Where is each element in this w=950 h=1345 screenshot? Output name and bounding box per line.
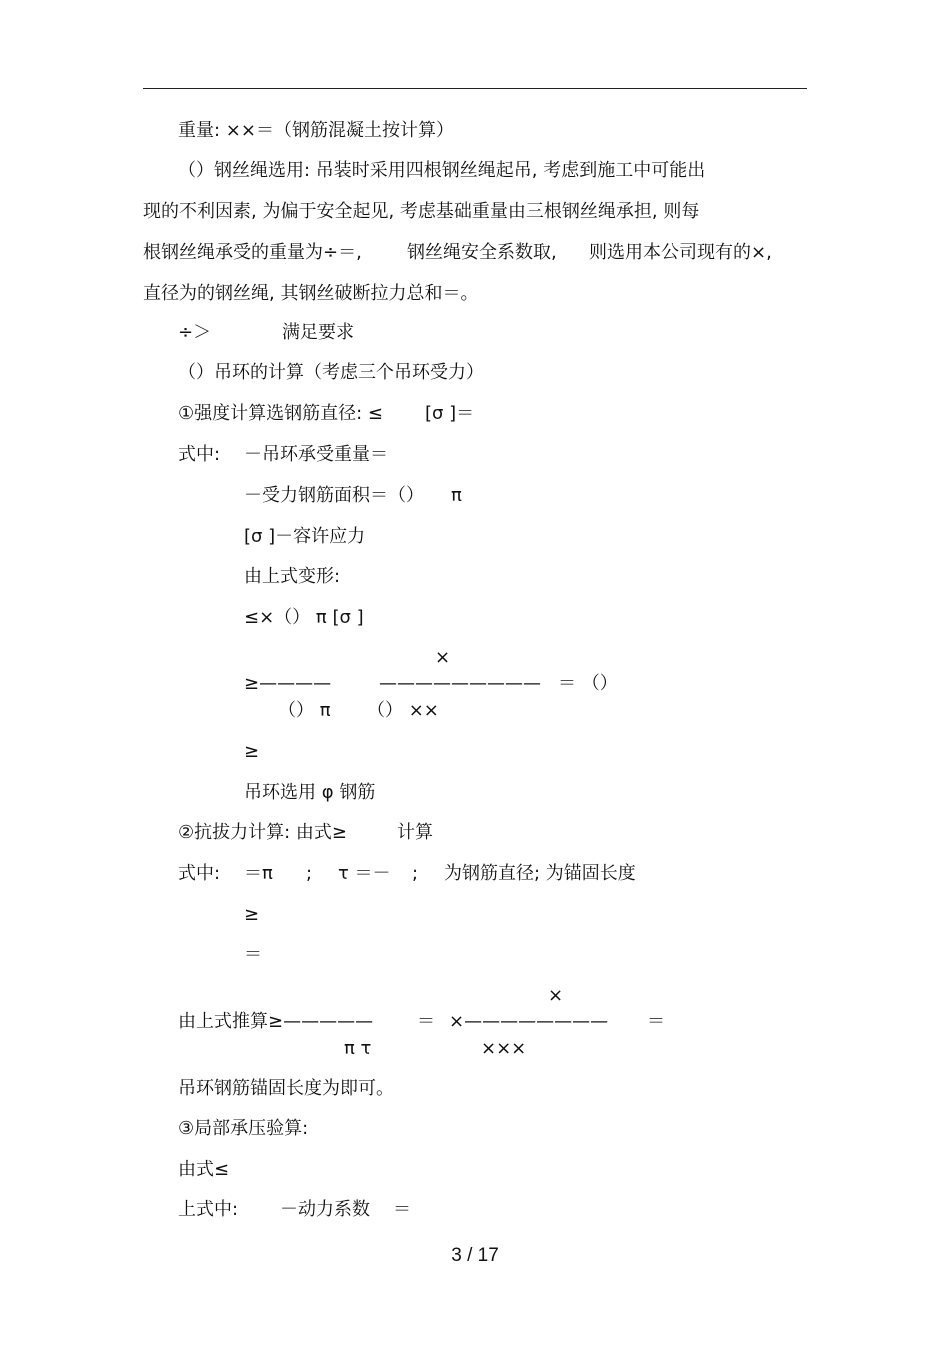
text-line: 为钢筋直径; 为锚固长度 [444,863,636,884]
text-line: ≤×（） π [σ ] [244,607,364,628]
text-line: －受力钢筋面积＝（） [244,485,424,506]
formula-line: ＝ [417,1011,435,1032]
text-line: τ ＝－ [338,863,391,884]
formula-line: ×———————— [449,1011,609,1032]
text-line: ; [306,863,313,884]
text-line: 直径为的钢丝绳, 其钢丝破断拉力总和＝。 [143,283,479,304]
text-line: （）钢丝绳选用: 吊装时采用四根钢丝绳起吊, 考虑到施工中可能出 [178,160,706,181]
formula-line: ————————— [379,673,541,694]
formula-line: ＝ （） [558,673,618,694]
text-line: ③局部承压验算: [178,1118,309,1139]
formula-line: ＝ [647,1011,665,1032]
text-line: ②抗拔力计算: 由式≥ [178,822,348,843]
text-line: ≥ [244,904,260,925]
formula-denominator: （） π [278,700,331,721]
header-rule [143,88,807,89]
text-line: 满足要求 [282,322,354,343]
text-line: 计算 [397,822,433,843]
formula-denominator: ××× [481,1038,527,1059]
text-line: ＝ [244,944,262,965]
text-line: 根钢丝绳承受的重量为÷＝, [143,242,362,263]
formula-denominator: π τ [344,1038,372,1059]
text-line: 现的不利因素, 为偏于安全起见, 考虑基础重量由三根钢丝绳承担, 则每 [143,201,700,222]
formula-numerator: × [548,985,564,1006]
text-line: 则选用本公司现有的×, [589,242,772,263]
formula-denominator: （） ×× [367,700,439,721]
text-line: ≥ [244,741,260,762]
formula-numerator: × [435,647,451,668]
page-number: 3 / 17 [451,1245,499,1266]
text-line: [σ ]－容许应力 [244,526,366,547]
text-line: 重量: ××＝（钢筋混凝土按计算） [178,120,454,141]
text-line: 钢丝绳安全系数取, [407,242,557,263]
text-line: －动力系数 [280,1199,370,1220]
text-line: 式中: [178,863,221,884]
text-line: ＝ [393,1199,411,1220]
text-line: 由式≤ [178,1159,230,1180]
text-line: ; [412,863,419,884]
text-line: 吊环选用 φ 钢筋 [244,782,376,803]
formula-line: 由上式推算≥————— [178,1011,374,1032]
text-line: ÷＞ [178,322,212,343]
text-line: 吊环钢筋锚固长度为即可。 [178,1078,394,1099]
text-line: [σ ]＝ [425,403,475,424]
text-line: ①强度计算选钢筋直径: ≤ [178,403,384,424]
text-line: 由上式变形: [244,566,341,587]
text-line: （）吊环的计算（考虑三个吊环受力） [178,362,484,383]
text-line: π [451,485,462,506]
text-line: 式中: [178,444,221,465]
text-line: －吊环承受重量＝ [244,444,388,465]
formula-line: ≥———— [244,673,332,694]
text-line: 上式中: [178,1199,239,1220]
text-line: ＝π [244,863,273,884]
